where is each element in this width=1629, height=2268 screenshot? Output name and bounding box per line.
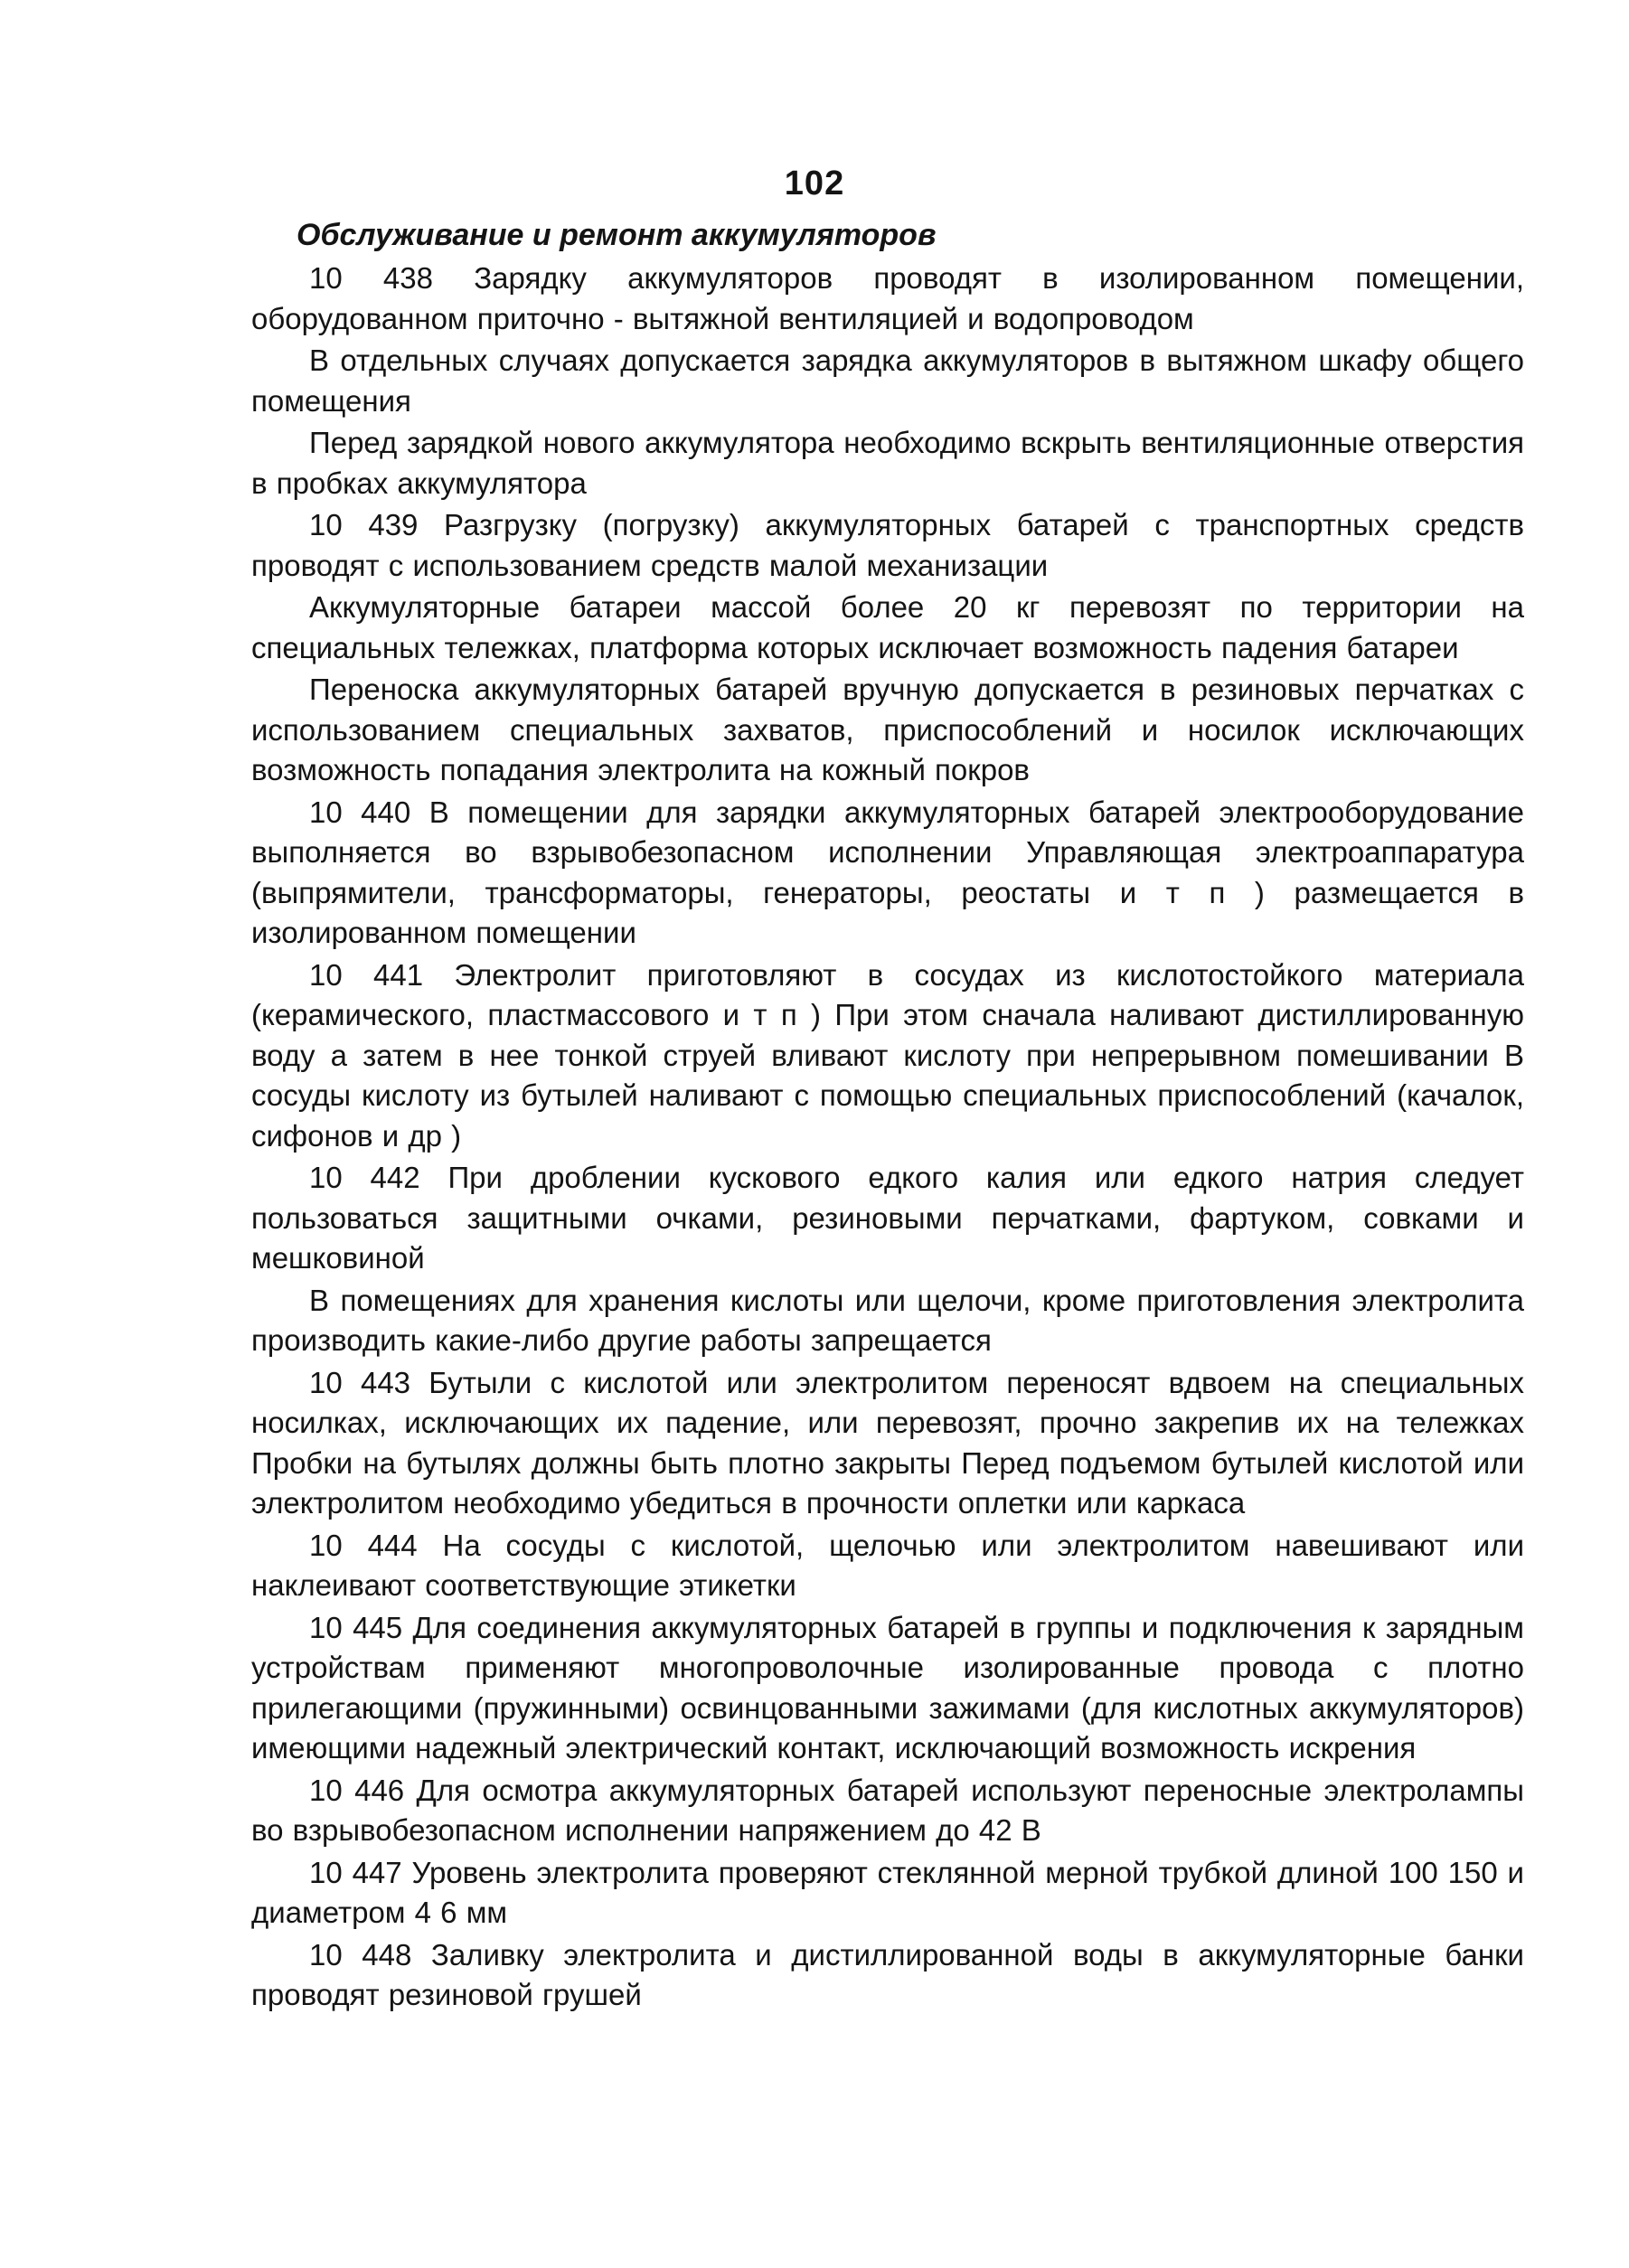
paragraph-10-442: 10 442 При дроблении кускового едкого калия или едкого натрия следует пользоваться защитными очками, резиновыми перчатками, фартуком, совками и мешковиной xyxy=(251,1161,1524,1275)
paragraph-10-441: 10 441 Электролит приготовляют в сосудах из кислотостойкого материала (керамического, пластмассового и т п ) При этом сначала наливают дистиллированную воду а затем в нее тонкой струей вливают кислоту при непрерывном помешивании В сосуды кислоту из бутылей наливают с помощью специальных приспособлений (качалок, сифонов и др ) xyxy=(251,957,1524,1153)
paragraph-10-438: 10 438 Зарядку аккумуляторов проводят в изолированном помещении, оборудованном приточно - вытяжной вентиляцией и водопроводом xyxy=(251,261,1524,335)
paragraph-10-439: 10 439 Разгрузку (погрузку) аккумуляторных батарей с транспортных средств проводят с использованием средств малой механизации xyxy=(251,508,1524,582)
paragraph: В помещениях для хранения кислоты или щелочи, кроме приготовления электролита производить какие-либо другие работы запрещается xyxy=(251,1283,1524,1357)
paragraph-10-446: 10 446 Для осмотра аккумуляторных батарей используют переносные электролампы во взрывобезопасном исполнении напряжением до 42 В xyxy=(251,1773,1524,1847)
page-number: 102 xyxy=(784,165,845,202)
paragraph-10-448: 10 448 Заливку электролита и дистиллированной воды в аккумуляторные банки проводят резиновой грушей xyxy=(251,1937,1524,2011)
section-title: Обслуживание и ремонт аккумуляторов xyxy=(297,218,937,252)
paragraph: Перед зарядкой нового аккумулятора необходимо вскрыть вентиляционные отверстия в пробках аккумулятора xyxy=(251,426,1524,500)
paragraph: Аккумуляторные батареи массой более 20 кг перевозят по территории на специальных тележках, платформа которых исключает возможность падения батареи xyxy=(251,590,1524,664)
paragraph-10-444: 10 444 На сосуды с кислотой, щелочью или электролитом навешивают или наклеивают соответствующие этикетки xyxy=(251,1528,1524,1602)
text-body xyxy=(251,215,1524,2018)
paragraph-10-447: 10 447 Уровень электролита проверяют стеклянной мерной трубкой длиной 100 150 и диаметром 4 6 мм xyxy=(251,1855,1524,1929)
paragraph-10-443: 10 443 Бутыли с кислотой или электролитом переносят вдвоем на специальных носилках, исключающих их падение, или перевозят, прочно закрепив их на тележках Пробки на бутылях должны быть плотно закрыты Перед подъемом бутылей кислотой или электролитом необходимо убедиться в прочности оплетки или каркаса xyxy=(251,1365,1524,1520)
paragraph: В отдельных случаях допускается зарядка аккумуляторов в вытяжном шкафу общего помещения xyxy=(251,343,1524,418)
paragraph: Переноска аккумуляторных батарей вручную допускается в резиновых перчатках с использованием специальных захватов, приспособлений и носилок исключающих возможность попадания электролита на кожный покров xyxy=(251,673,1524,786)
paragraph-10-440: 10 440 В помещении для зарядки аккумуляторных батарей электрооборудование выполняется во взрывобезопасном исполнении Управляющая электроаппаратура (выпрямители, трансформаторы, генераторы, реостаты и т п ) размещается в изолированном помещении xyxy=(251,795,1524,949)
paragraph-10-445: 10 445 Для соединения аккумуляторных батарей в группы и подключения к зарядным устройствам применяют многопроволочные изолированные провода с плотно прилегающими (пружинными) освинцованными зажимами (для кислотных аккумуляторов) имеющими надежный электрический контакт, исключающий возможность искрения xyxy=(251,1610,1524,1765)
